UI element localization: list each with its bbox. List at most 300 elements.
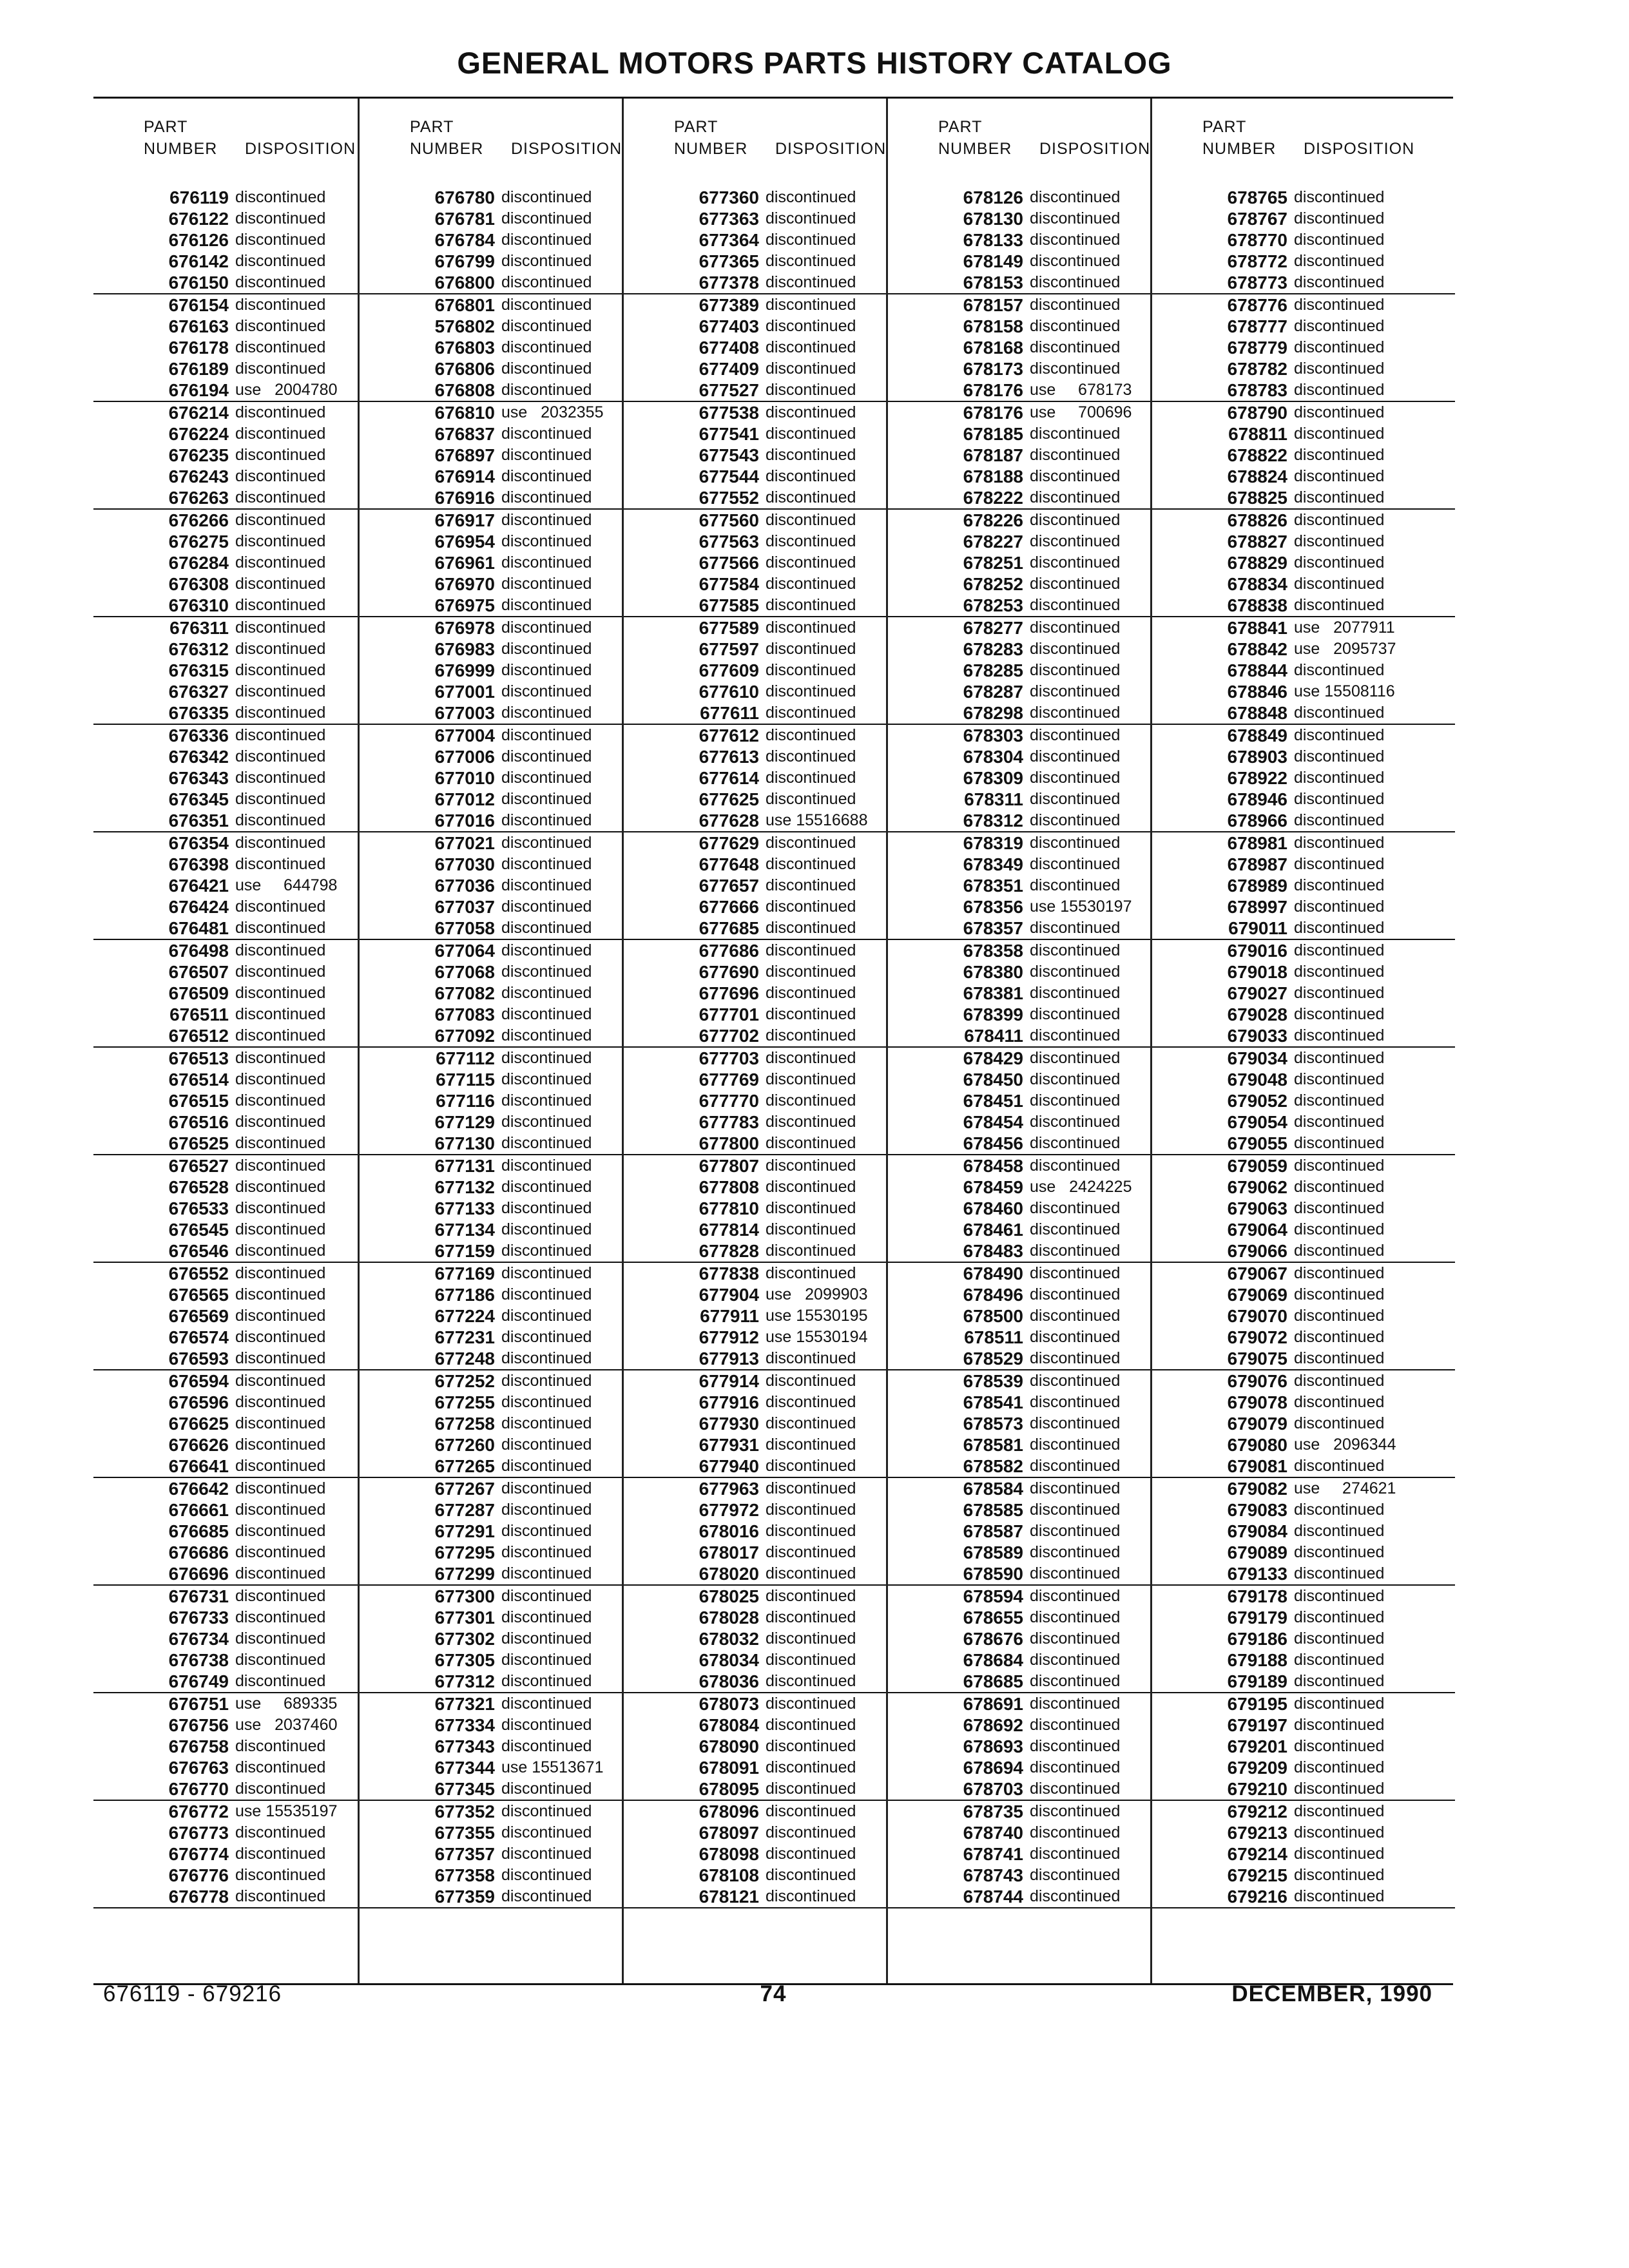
table-row (1152, 961, 1455, 983)
table-row (1152, 1004, 1455, 1025)
disposition: discontinued (1030, 1457, 1121, 1475)
part-number: 678773 (1227, 273, 1287, 293)
part-number: 677814 (699, 1220, 759, 1240)
part-number: 678694 (963, 1758, 1023, 1778)
part-number: 677004 (434, 726, 495, 745)
part-number: 676914 (434, 466, 495, 486)
table-row (624, 1284, 888, 1305)
table-row (360, 1305, 624, 1327)
table-row (624, 983, 888, 1004)
table-row (1152, 1563, 1455, 1586)
disposition: discontinued (501, 1005, 592, 1023)
disposition: discontinued (1294, 1543, 1385, 1561)
table-row (360, 1671, 624, 1693)
table-row (360, 531, 624, 552)
table-row (624, 1757, 888, 1778)
disposition: use 2077911 (1294, 619, 1395, 637)
table-row (1152, 746, 1455, 767)
part-number: 677701 (699, 1004, 759, 1024)
part-number: 676763 (168, 1758, 229, 1778)
table-row (1152, 358, 1455, 380)
part-number: 676803 (434, 338, 495, 358)
disposition: discontinued (235, 231, 326, 249)
disposition: discontinued (1030, 1436, 1121, 1454)
part-number: 677904 (699, 1285, 759, 1305)
disposition: discontinued (501, 381, 592, 399)
part-number: 678429 (963, 1048, 1023, 1068)
disposition: discontinued (1030, 661, 1121, 679)
table-row (93, 337, 358, 358)
table-row (888, 832, 1152, 854)
part-number: 677810 (699, 1198, 759, 1218)
table-row (360, 1628, 624, 1649)
table-row (93, 1865, 358, 1886)
part-number: 678149 (963, 251, 1023, 271)
table-row (888, 1025, 1152, 1048)
disposition: discontinued (501, 209, 592, 227)
disposition: discontinued (766, 682, 856, 700)
disposition: discontinued (1030, 1780, 1121, 1798)
table-row (360, 402, 624, 423)
disposition: discontinued (1294, 1070, 1385, 1088)
part-number: 677231 (434, 1327, 495, 1347)
table-row (888, 1671, 1152, 1693)
part-number: 678496 (963, 1285, 1023, 1305)
part-number: 677527 (699, 380, 759, 400)
table-row (1152, 1133, 1455, 1155)
table-row (93, 1499, 358, 1521)
table-row (360, 1886, 624, 1908)
disposition: discontinued (1030, 467, 1121, 485)
part-number: 676773 (168, 1823, 229, 1843)
part-number: 676758 (168, 1736, 229, 1756)
table-row (624, 251, 888, 272)
part-number: 678779 (1227, 338, 1287, 358)
table-row (624, 487, 888, 510)
disposition: discontinued (501, 682, 592, 700)
column-body (1152, 187, 1455, 1908)
table-row (360, 1025, 624, 1048)
disposition: discontinued (1294, 1091, 1385, 1110)
part-number: 676150 (168, 273, 229, 293)
part-number: 676516 (168, 1112, 229, 1132)
table-row (1152, 1198, 1455, 1219)
disposition: discontinued (766, 726, 856, 744)
part-number: 679069 (1227, 1285, 1287, 1305)
table-row (888, 1198, 1152, 1219)
disposition: discontinued (1030, 1113, 1121, 1131)
disposition: discontinued (766, 790, 856, 808)
disposition: discontinued (1030, 1887, 1121, 1905)
part-number: 678357 (963, 918, 1023, 938)
disposition: discontinued (766, 1070, 856, 1088)
part-number: 677808 (699, 1177, 759, 1197)
part-number: 676311 (169, 618, 229, 638)
footer-range: 676119 - 679216 (103, 1981, 282, 2006)
part-number: 677364 (699, 230, 759, 250)
table-row (93, 402, 358, 423)
part-number: 676642 (168, 1479, 229, 1499)
part-number: 677287 (434, 1500, 495, 1520)
disposition: discontinued (501, 1349, 592, 1367)
table-row (93, 983, 358, 1004)
disposition: discontinued (766, 876, 856, 894)
table-row (624, 1392, 888, 1413)
table-row (360, 1801, 624, 1822)
table-row (624, 187, 888, 208)
disposition: discontinued (1030, 1823, 1121, 1841)
part-number: 676781 (434, 209, 495, 229)
disposition: discontinued (1030, 1199, 1121, 1217)
table-row (93, 940, 358, 961)
disposition: discontinued (235, 511, 326, 529)
part-number: 677012 (434, 789, 495, 809)
part-number: 678351 (963, 876, 1023, 896)
header-part: PART (938, 118, 983, 136)
disposition: discontinued (235, 425, 326, 443)
part-number: 678090 (699, 1736, 759, 1756)
part-number: 678311 (964, 789, 1023, 809)
table-row (1152, 1348, 1455, 1370)
table-row (93, 423, 358, 445)
part-number: 677030 (434, 854, 495, 874)
disposition: discontinued (1030, 876, 1121, 894)
part-number: 677563 (699, 532, 759, 552)
table-row (1152, 1801, 1455, 1822)
table-row (93, 702, 358, 725)
disposition: discontinued (1294, 1372, 1385, 1390)
part-number: 676799 (434, 251, 495, 271)
table-row (624, 1327, 888, 1348)
header-disposition: DISPOSITION (1039, 140, 1151, 158)
part-number: 676800 (434, 273, 495, 293)
part-number: 678222 (963, 488, 1023, 508)
part-number: 676625 (168, 1414, 229, 1434)
table-row (1152, 1628, 1455, 1649)
disposition: discontinued (501, 1049, 592, 1067)
disposition: discontinued (1294, 1113, 1385, 1131)
part-number: 677403 (699, 316, 759, 336)
disposition: discontinued (1294, 1737, 1385, 1755)
part-number: 677092 (434, 1026, 495, 1046)
table-row (93, 229, 358, 251)
disposition: discontinued (766, 1866, 856, 1884)
part-number: 676916 (434, 488, 495, 508)
table-row (888, 617, 1152, 639)
table-row (93, 1563, 358, 1586)
part-number: 678459 (963, 1177, 1023, 1197)
table-row (360, 1177, 624, 1198)
part-number: 677260 (434, 1435, 495, 1455)
table-row (624, 1693, 888, 1715)
part-number: 678483 (963, 1241, 1023, 1261)
table-row (1152, 466, 1455, 487)
disposition: discontinued (1030, 1328, 1121, 1346)
part-number: 677003 (434, 703, 495, 723)
header-number: NUMBER (410, 140, 484, 158)
disposition: discontinued (501, 596, 592, 614)
part-number: 677265 (434, 1456, 495, 1476)
table-row (1152, 552, 1455, 573)
disposition: discontinued (766, 252, 856, 270)
part-number: 679082 (1227, 1479, 1287, 1499)
part-number: 676514 (168, 1070, 229, 1090)
table-row (93, 1284, 358, 1305)
disposition: discontinued (501, 1414, 592, 1432)
disposition: discontinued (766, 1349, 856, 1367)
table-row (888, 466, 1152, 487)
table-row (624, 896, 888, 918)
disposition: discontinued (1294, 1695, 1385, 1713)
table-row (1152, 940, 1455, 961)
table-row (1152, 1370, 1455, 1392)
part-number: 677258 (434, 1414, 495, 1434)
part-number: 676214 (168, 403, 229, 423)
disposition: discontinued (235, 941, 326, 959)
part-number: 678573 (963, 1414, 1023, 1434)
part-number: 678585 (963, 1500, 1023, 1520)
table-row (360, 445, 624, 466)
part-number: 679016 (1227, 941, 1287, 961)
disposition: discontinued (1294, 1716, 1385, 1734)
part-number: 679210 (1227, 1779, 1287, 1799)
disposition: discontinued (1294, 1845, 1385, 1863)
table-row (624, 1521, 888, 1542)
table-row (93, 1090, 358, 1111)
disposition: discontinued (1294, 532, 1385, 550)
disposition: discontinued (501, 553, 592, 572)
table-row (624, 1370, 888, 1392)
part-number: 678966 (1227, 811, 1287, 831)
disposition: discontinued (1030, 704, 1121, 722)
table-row (888, 875, 1152, 896)
part-number: 678451 (963, 1091, 1023, 1111)
table-row (360, 1715, 624, 1736)
table-row (1152, 229, 1455, 251)
disposition: discontinued (501, 1220, 592, 1238)
disposition: discontinued (235, 1758, 326, 1776)
part-number: 677134 (434, 1220, 495, 1240)
disposition: discontinued (766, 1780, 856, 1798)
table-row (1152, 789, 1455, 810)
table-row (624, 725, 888, 746)
part-number: 678903 (1227, 747, 1287, 767)
table-row (360, 1693, 624, 1715)
disposition: discontinued (1030, 1242, 1121, 1260)
part-number: 676327 (168, 682, 229, 702)
part-number: 677001 (434, 682, 495, 702)
disposition: discontinued (235, 1479, 326, 1497)
table-row (360, 487, 624, 510)
disposition: discontinued (766, 1608, 856, 1626)
disposition: discontinued (501, 919, 592, 937)
table-row (888, 510, 1152, 531)
table-row (888, 1133, 1152, 1155)
disposition: discontinued (1030, 1372, 1121, 1390)
table-row (624, 746, 888, 767)
disposition: discontinued (1294, 1349, 1385, 1367)
table-row (624, 402, 888, 423)
header-part: PART (144, 118, 188, 136)
table-row (624, 1198, 888, 1219)
table-row (93, 380, 358, 402)
table-row (1152, 573, 1455, 595)
disposition: discontinued (1030, 1479, 1121, 1497)
disposition: discontinued (766, 532, 856, 550)
table-row (888, 1177, 1152, 1198)
disposition: discontinued (1030, 1005, 1121, 1023)
part-number: 678790 (1227, 403, 1287, 423)
part-number: 678285 (963, 660, 1023, 680)
part-number: 678084 (699, 1715, 759, 1735)
part-number: 676999 (434, 660, 495, 680)
disposition: discontinued (501, 1157, 592, 1175)
part-number: 677828 (699, 1241, 759, 1261)
disposition: discontinued (235, 640, 326, 658)
disposition: discontinued (766, 1242, 856, 1260)
part-number: 679033 (1227, 1026, 1287, 1046)
disposition: discontinued (1030, 1716, 1121, 1734)
disposition: discontinued (501, 984, 592, 1002)
disposition: discontinued (1030, 1845, 1121, 1863)
part-number: 678541 (963, 1392, 1023, 1412)
part-number: 679054 (1227, 1112, 1287, 1132)
disposition: discontinued (501, 876, 592, 894)
table-row (1152, 510, 1455, 531)
table-row (1152, 1155, 1455, 1177)
table-row (93, 466, 358, 487)
disposition: use 15516688 (766, 811, 868, 829)
part-number: 679070 (1227, 1306, 1287, 1326)
disposition: discontinued (766, 381, 856, 399)
table-row (888, 940, 1152, 961)
part-number: 677358 (434, 1865, 495, 1885)
part-number: 678251 (963, 553, 1023, 573)
part-number: 679213 (1227, 1823, 1287, 1843)
part-number: 676978 (434, 618, 495, 638)
part-number: 677355 (434, 1823, 495, 1843)
part-number: 678450 (963, 1070, 1023, 1090)
part-number: 679133 (1227, 1564, 1287, 1584)
disposition: discontinued (235, 273, 326, 291)
part-number: 677037 (434, 897, 495, 917)
table-row (360, 1822, 624, 1843)
part-number: 678158 (963, 316, 1023, 336)
disposition: discontinued (1030, 1091, 1121, 1110)
table-row (624, 229, 888, 251)
disposition: discontinued (1294, 1178, 1385, 1196)
part-number: 678740 (963, 1823, 1023, 1843)
part-number: 678946 (1227, 789, 1287, 809)
table-row (888, 487, 1152, 510)
part-number: 678025 (699, 1586, 759, 1606)
disposition: discontinued (501, 231, 592, 249)
table-row (624, 832, 888, 854)
part-number: 677940 (699, 1456, 759, 1476)
table-row (624, 1048, 888, 1069)
disposition: discontinued (1294, 811, 1385, 829)
part-number: 676569 (168, 1306, 229, 1326)
disposition: discontinued (1030, 511, 1121, 529)
part-number: 677291 (434, 1521, 495, 1541)
part-number: 678253 (963, 595, 1023, 615)
part-number: 676917 (434, 510, 495, 530)
disposition: discontinued (1294, 1758, 1385, 1776)
table-row (888, 1542, 1152, 1563)
table-row (624, 1563, 888, 1586)
disposition: discontinued (235, 1564, 326, 1582)
disposition: discontinued (1294, 1049, 1385, 1067)
part-number: 678841 (1227, 618, 1287, 638)
disposition: discontinued (1030, 273, 1121, 291)
part-number: 677010 (434, 768, 495, 788)
table-row (360, 1413, 624, 1434)
disposition: discontinued (766, 1157, 856, 1175)
disposition: discontinued (1030, 1737, 1121, 1755)
part-number: 676810 (434, 403, 495, 423)
table-row (888, 1090, 1152, 1111)
table-row (360, 1327, 624, 1348)
part-number: 677224 (434, 1306, 495, 1326)
part-number: 678096 (699, 1802, 759, 1821)
table-row (360, 552, 624, 573)
disposition: discontinued (501, 898, 592, 916)
disposition: discontinued (1294, 1157, 1385, 1175)
part-number: 677248 (434, 1349, 495, 1369)
table-row (360, 380, 624, 402)
table-row (1152, 639, 1455, 660)
part-number: 678456 (963, 1133, 1023, 1153)
disposition: discontinued (501, 188, 592, 206)
part-number: 677610 (699, 682, 759, 702)
table-row (624, 272, 888, 294)
disposition: discontinued (766, 1372, 856, 1390)
part-number: 679214 (1227, 1844, 1287, 1864)
table-row (93, 810, 358, 832)
part-number: 678703 (963, 1779, 1023, 1799)
disposition: discontinued (501, 1134, 592, 1152)
table-row (624, 1886, 888, 1908)
disposition: discontinued (1294, 488, 1385, 506)
disposition: discontinued (235, 1070, 326, 1088)
table-row (93, 639, 358, 660)
disposition: discontinued (1030, 1564, 1121, 1582)
disposition: use 15530195 (766, 1307, 868, 1325)
disposition: discontinued (235, 252, 326, 270)
part-number: 676312 (168, 639, 229, 659)
part-number: 678772 (1227, 251, 1287, 271)
disposition: discontinued (235, 963, 326, 981)
disposition: discontinued (1030, 1134, 1121, 1152)
part-number: 679052 (1227, 1091, 1287, 1111)
part-number: 678312 (963, 811, 1023, 831)
table-row (360, 1563, 624, 1586)
table-row (888, 961, 1152, 983)
part-number: 676778 (168, 1887, 229, 1907)
table-row (888, 1048, 1152, 1069)
disposition: discontinued (235, 984, 326, 1002)
table-row (93, 251, 358, 272)
table-row (624, 1219, 888, 1240)
table-row (360, 875, 624, 896)
part-number: 677130 (434, 1133, 495, 1153)
part-number: 676342 (168, 747, 229, 767)
disposition: discontinued (501, 446, 592, 464)
table-row (624, 875, 888, 896)
table-row (624, 1413, 888, 1434)
table-row (1152, 810, 1455, 832)
disposition: discontinued (235, 1737, 326, 1755)
